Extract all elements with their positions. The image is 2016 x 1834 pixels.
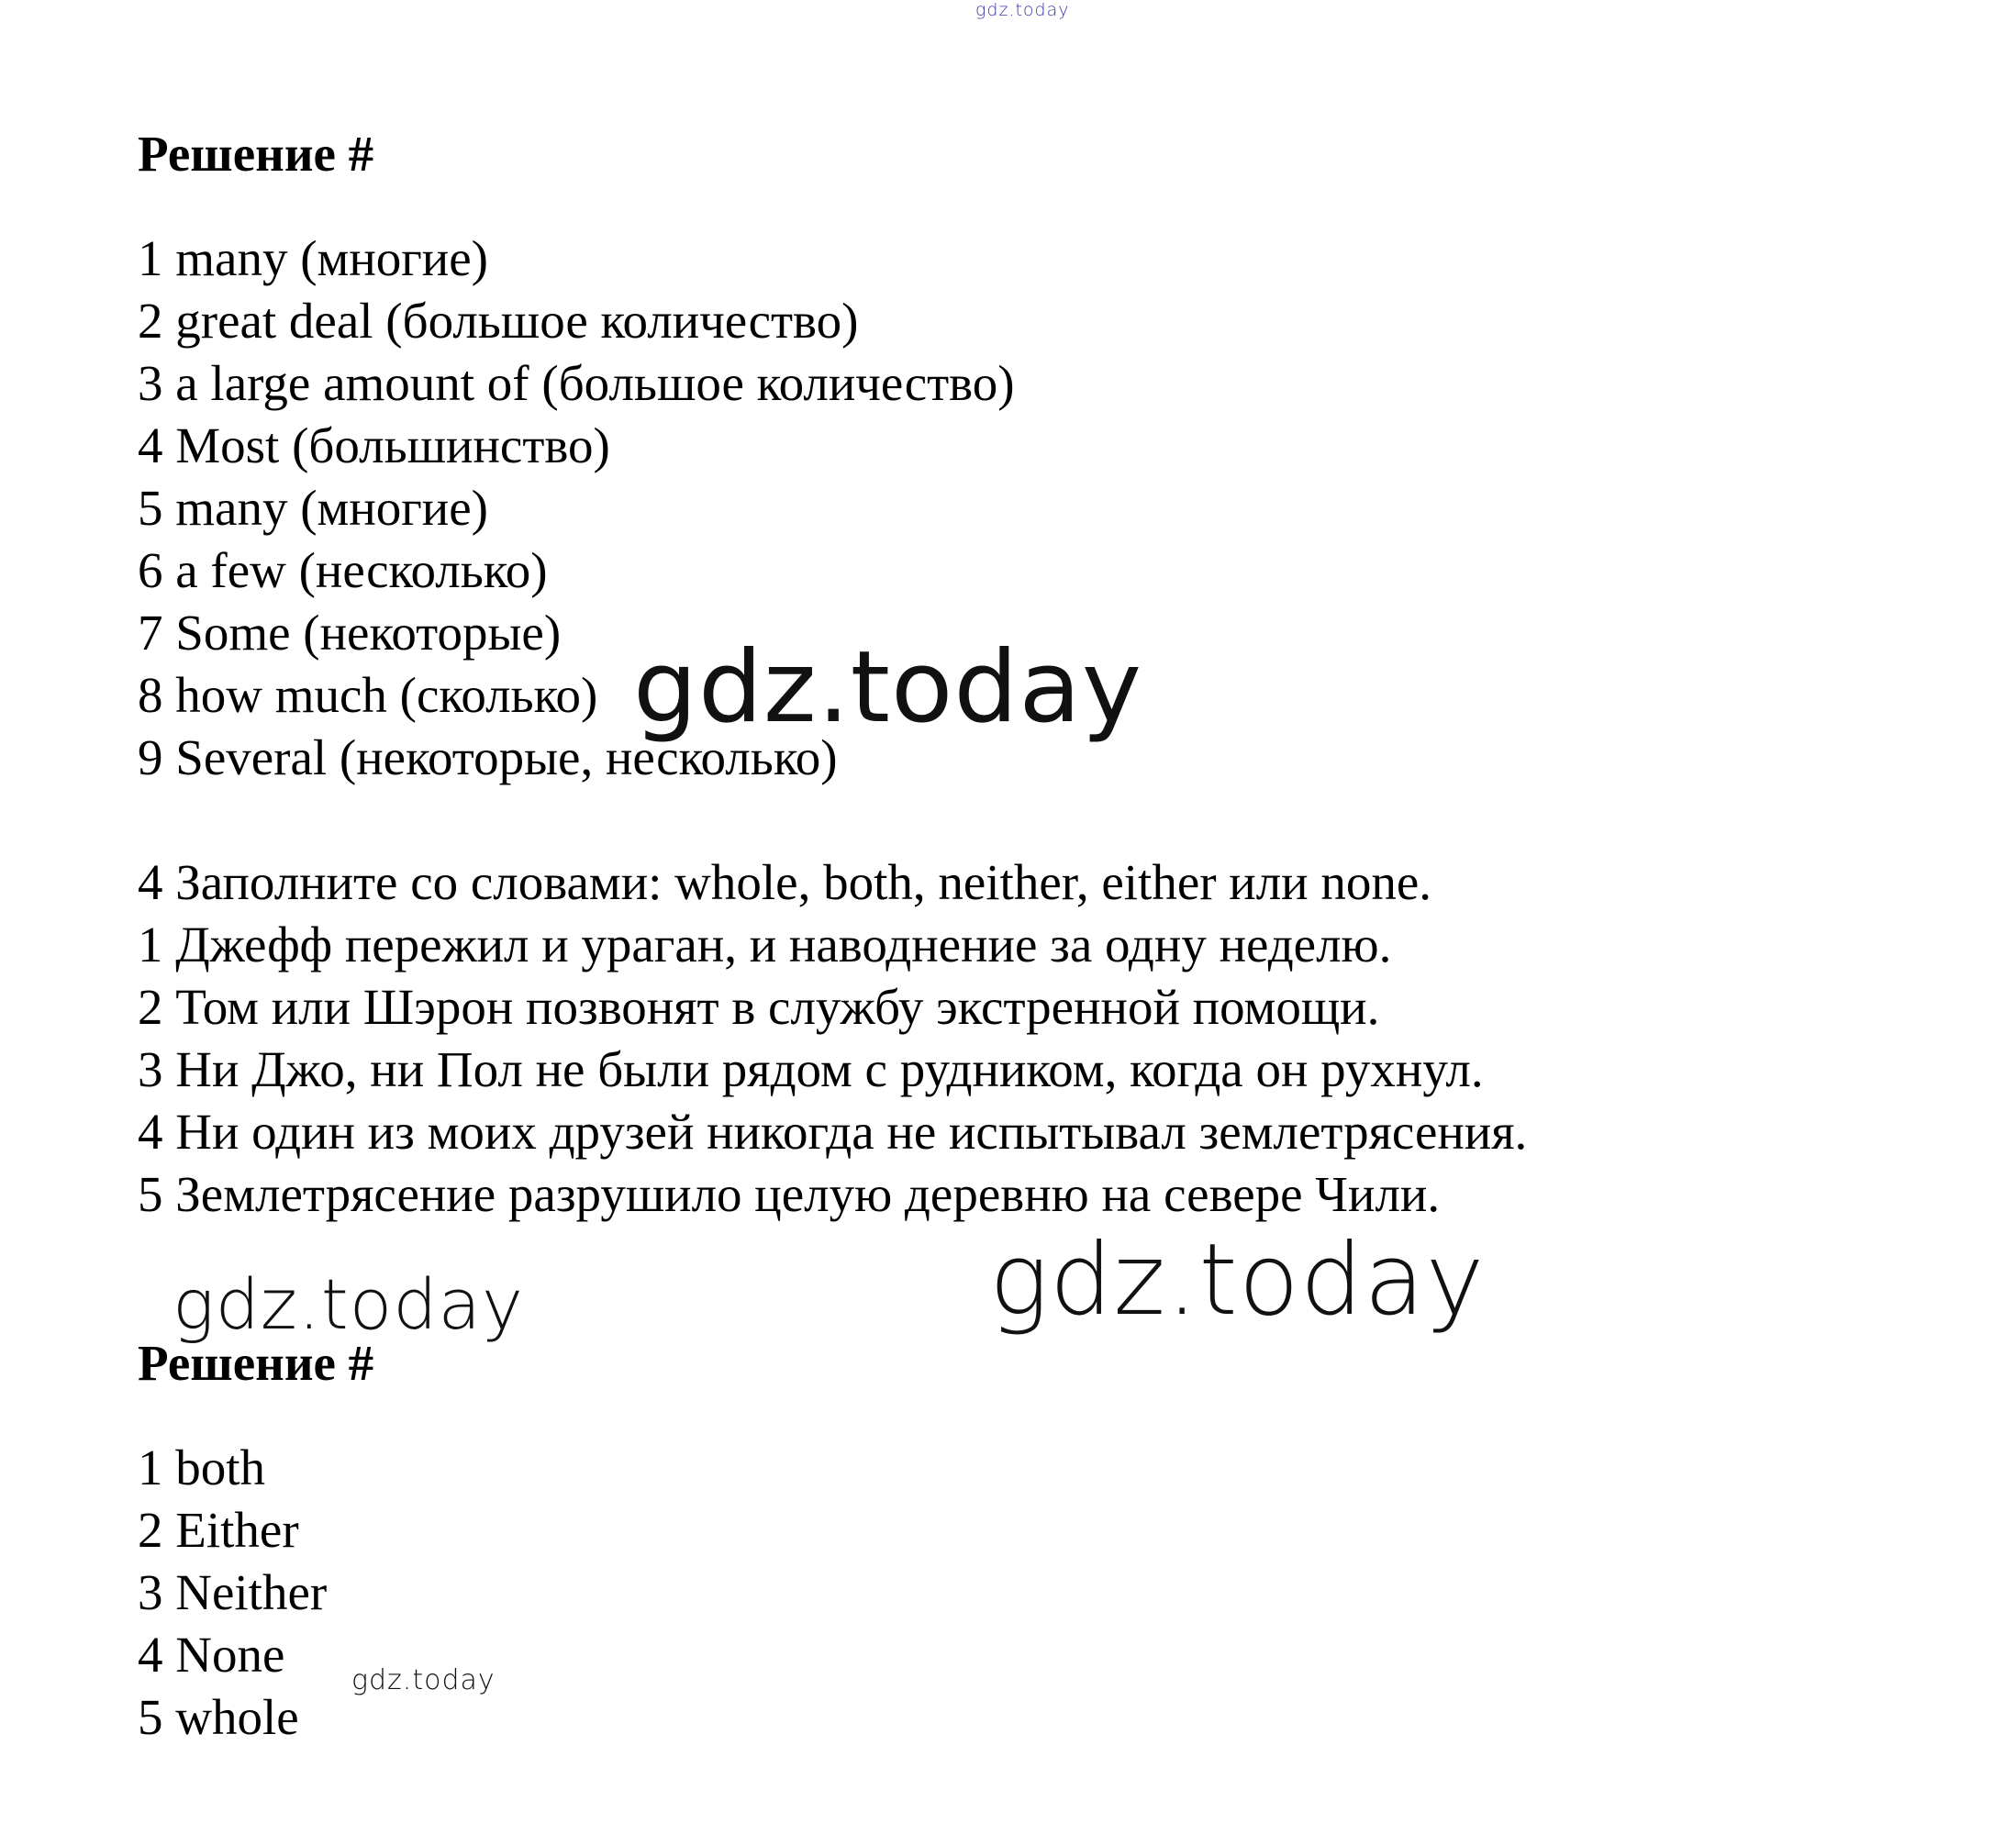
solution-heading-1: Решение #	[138, 126, 374, 182]
answer-item: 4 None	[138, 1627, 285, 1683]
watermark-small: gdz.today	[351, 1664, 496, 1696]
answer-item: 3 Neither	[138, 1564, 328, 1620]
answer-item: 4 Most (большинство)	[138, 417, 610, 473]
answer-item: 3 a large amount of (большое количество)	[138, 355, 1015, 411]
answer-item: 2 Either	[138, 1502, 299, 1558]
answer-item: 2 great deal (большое количество)	[138, 293, 859, 349]
solution-heading-2: Решение #	[138, 1335, 374, 1391]
answer-item: 1 both	[138, 1439, 266, 1495]
answer-item: 1 many (многие)	[138, 230, 488, 286]
task-sentence: 5 Землетрясение разрушило целую деревню на севере Чили.	[138, 1166, 1441, 1222]
task-sentences	[138, 914, 1527, 1226]
answer-item: 6 a few (несколько)	[138, 542, 548, 598]
task-sentence: 4 Ни один из моих друзей никогда не испытывал землетрясения.	[138, 1104, 1528, 1160]
answer-item: 5 many (многие)	[138, 480, 488, 536]
watermark-left: gdz.today	[173, 1263, 524, 1345]
watermark-top: gdz.today	[975, 0, 1070, 20]
task-instruction: 4 Заполните со словами: whole, both, neither, either или none.	[138, 854, 1432, 910]
answer-item: 9 Several (некоторые, несколько)	[138, 729, 838, 785]
answer-item: 8 how much (сколько)	[138, 667, 598, 723]
task-sentence: 1 Джефф пережил и ураган, и наводнение за одну неделю.	[138, 917, 1392, 973]
answer-item: 7 Some (некоторые)	[138, 605, 562, 661]
watermark-right: gdz.today	[989, 1223, 1486, 1338]
task-sentence: 3 Ни Джо, ни Пол не были рядом с рудником, когда он рухнул.	[138, 1041, 1484, 1097]
answers-list-2	[138, 1437, 327, 1749]
task-sentence: 2 Том или Шэрон позвонят в службу экстренной помощи.	[138, 979, 1380, 1035]
watermark-middle: gdz.today	[633, 630, 1143, 745]
answer-item: 5 whole	[138, 1689, 299, 1745]
